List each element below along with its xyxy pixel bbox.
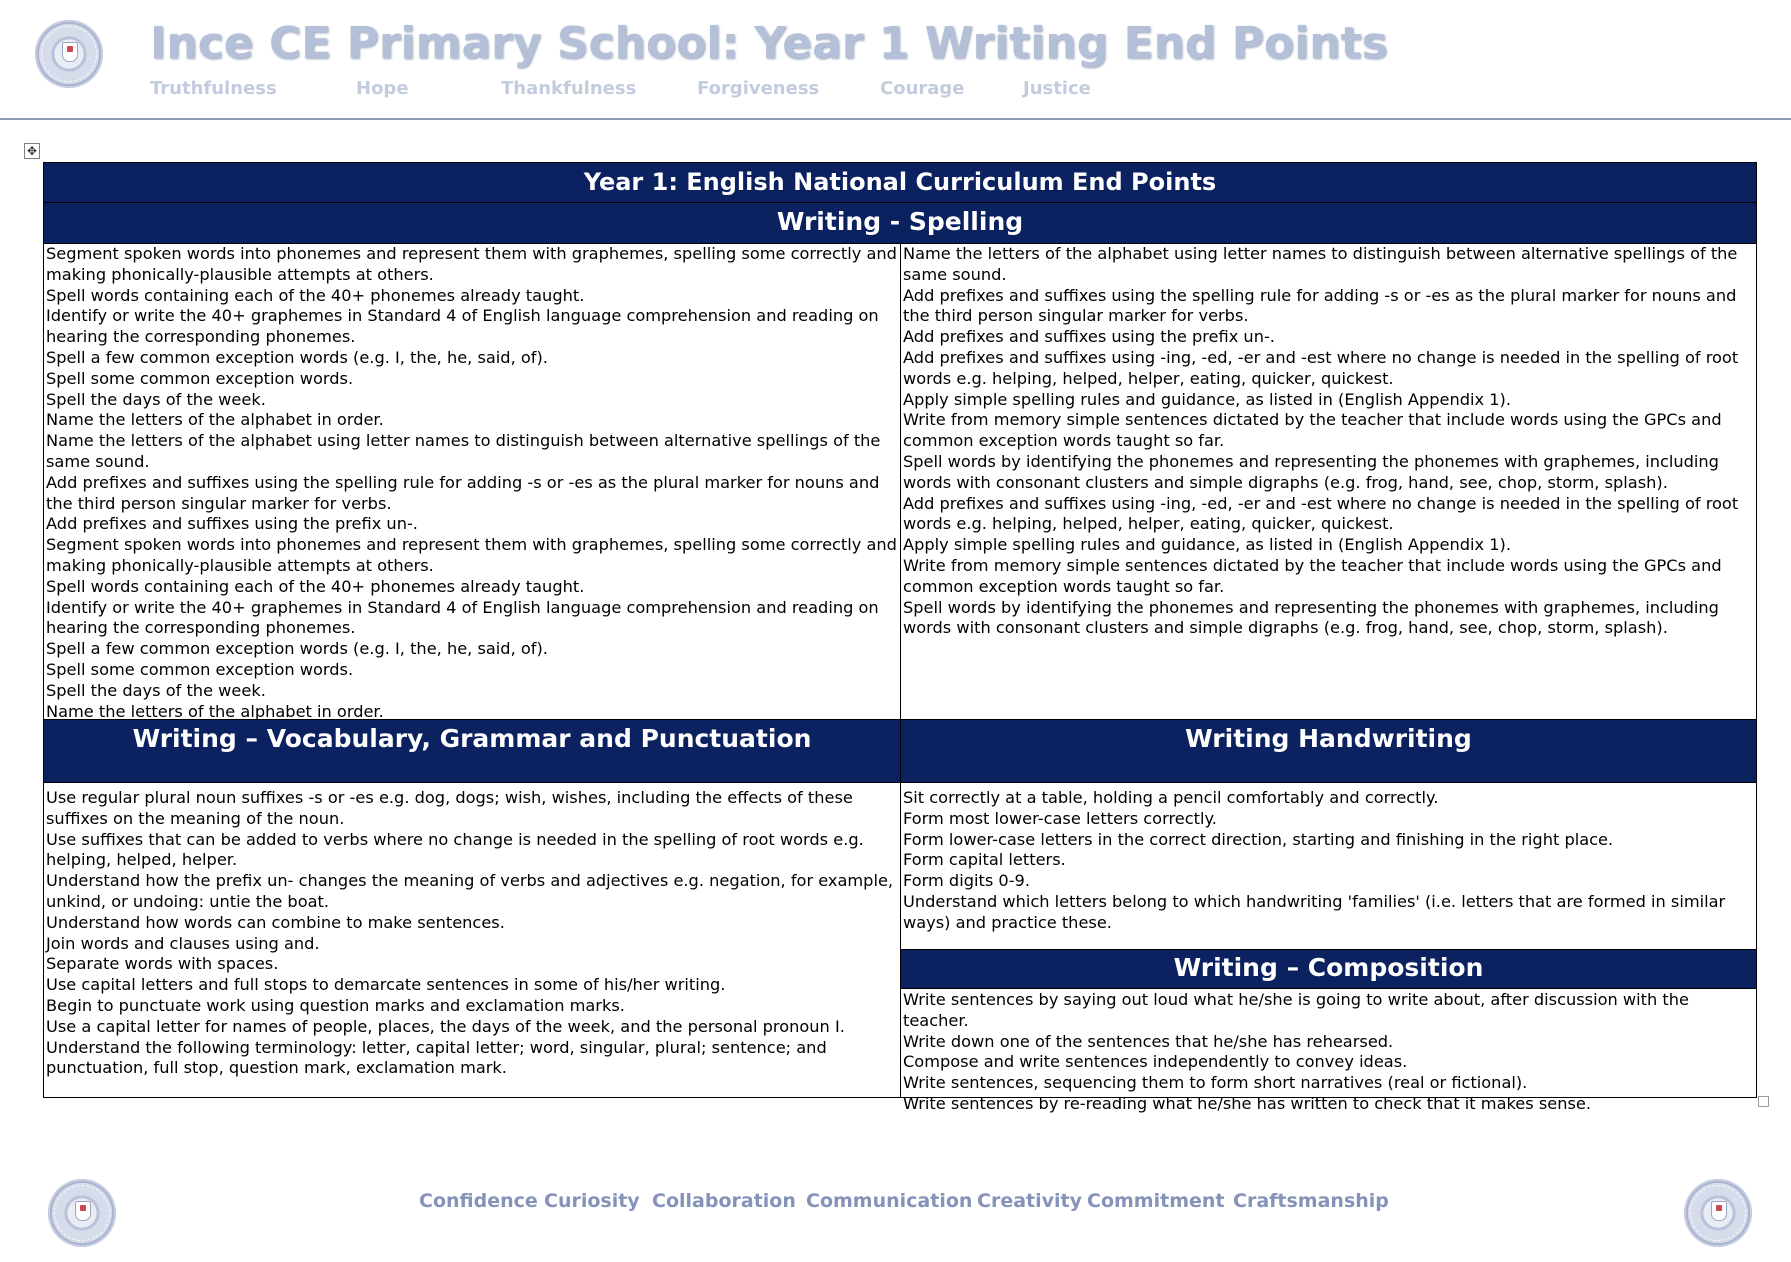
spelling-left-line: Identify or write the 40+ graphemes in Standard 4 of English language comprehension and reading on hearing the corresponding phonemes. (46, 306, 879, 347)
spelling-left-line: Identify or write the 40+ graphemes in Standard 4 of English language comprehension and reading on hearing the corresponding phonemes. (46, 597, 879, 638)
spelling-left-line: Spell a few common exception words (e.g. I, the, he, said, of). (46, 347, 548, 367)
spelling-right-line: Write from memory simple sentences dictated by the teacher that include words using the GPCs and common exception words taught so far. (903, 410, 1722, 451)
spelling-right-line: Add prefixes and suffixes using the spelling rule for adding -s or -es as the plural marker for nouns and the third person singular marker for verbs. (903, 285, 1737, 326)
value-truthfulness: Truthfulness (150, 78, 277, 99)
composition-line: Write down one of the sentences that he/she has rehearsed. (903, 1031, 1394, 1051)
vgp-line: Separate words with spaces. (46, 954, 279, 974)
handwriting-line: Understand which letters belong to which handwriting 'families' (i.e. letters that are formed in similar ways) and practice these. (903, 891, 1726, 932)
spelling-left-line: Add prefixes and suffixes using the spelling rule for adding -s or -es as the plural marker for nouns and the third person singular marker for verbs. (46, 472, 880, 513)
table-resize-handle[interactable] (1758, 1096, 1769, 1107)
vgp-line: Use capital letters and full stops to demarcate sentences in some of his/her writing. (46, 975, 726, 995)
spelling-right-line: Add prefixes and suffixes using -ing, -ed, -er and -est where no change is needed in the spelling of root words e.g. helping, helped, helper, eating, quicker, quickest. (903, 493, 1739, 534)
header-divider (0, 118, 1791, 120)
spelling-right-cell (901, 244, 1756, 719)
value-justice: Justice (1023, 78, 1091, 99)
spelling-left-line: Spell some common exception words. (46, 368, 354, 388)
spelling-left-line: Name the letters of the alphabet in order. (46, 701, 384, 719)
page-title: Ince CE Primary School: Year 1 Writing End Points (150, 18, 1388, 69)
composition-line: Compose and write sentences independently to convey ideas. (903, 1052, 1408, 1072)
composition-line: Write sentences by re-reading what he/she has written to check that it makes sense. (903, 1093, 1592, 1113)
footer-value-commitment: Commitment (1087, 1190, 1225, 1212)
logo-crest-icon (62, 42, 78, 62)
value-hope: Hope (356, 78, 409, 99)
vgp-line: Understand how the prefix un- changes the meaning of verbs and adjectives e.g. negation, for example, unkind, or undoing: untie the boat. (46, 871, 894, 911)
handwriting-composition-column (901, 720, 1756, 1113)
spelling-left-line: Name the letters of the alphabet in order. (46, 410, 384, 430)
table-move-handle-icon[interactable]: ✥ (24, 143, 40, 159)
vgp-line: Join words and clauses using and. (46, 933, 320, 953)
handwriting-line: Form digits 0-9. (903, 871, 1030, 891)
spelling-left-line: Spell a few common exception words (e.g. I, the, he, said, of). (46, 639, 548, 659)
value-courage: Courage (880, 78, 965, 99)
spelling-left-line: Spell words containing each of the 40+ phonemes already taught. (46, 576, 585, 596)
vgp-line: Use regular plural noun suffixes -s or -es e.g. dog, dogs; wish, wishes, including the effects of these suffixes on the meaning of the noun. (46, 788, 853, 828)
handwriting-line: Form capital letters. (903, 850, 1066, 870)
lower-row (44, 720, 1756, 1113)
spelling-right-line: Write from memory simple sentences dictated by the teacher that include words using the GPCs and common exception words taught so far. (903, 555, 1722, 596)
footer-value-creativity: Creativity (977, 1190, 1082, 1212)
vgp-line: Understand the following terminology: letter, capital letter; word, singular, plural; sentence; and punctuation, full stop, question mark, exclamation mark. (46, 1037, 827, 1078)
composition-heading: Writing – Composition (901, 949, 1756, 989)
page-header (0, 0, 1791, 122)
spelling-right-line: Spell words by identifying the phonemes and representing the phonemes with graphemes, including words with consonant clusters and simple digraphs (e.g. frog, hand, see, chop, storm, splash). (903, 597, 1719, 638)
composition-cell (901, 989, 1756, 1115)
footer-value-communication: Communication (806, 1190, 973, 1212)
handwriting-line: Form lower-case letters in the correct direction, starting and finishing in the right place. (903, 829, 1614, 849)
spelling-left-line: Spell words containing each of the 40+ phonemes already taught. (46, 285, 585, 305)
spelling-left-line: Add prefixes and suffixes using the prefix un-. (46, 514, 418, 534)
vgp-line: Understand how words can combine to make sentences. (46, 912, 505, 932)
spelling-right-line: Name the letters of the alphabet using letter names to distinguish between alternative spellings of the same sound. (903, 244, 1738, 284)
spelling-left-line: Name the letters of the alphabet using letter names to distinguish between alternative spellings of the same sound. (46, 431, 881, 471)
school-logo (35, 20, 103, 88)
footer-value-craftsmanship: Craftsmanship (1233, 1190, 1389, 1212)
vgp-column (44, 720, 901, 1097)
vgp-line: Use a capital letter for names of people, places, the days of the week, and the personal pronoun I. (46, 1016, 845, 1036)
vgp-heading: Writing – Vocabulary, Grammar and Punctuation (44, 720, 900, 783)
vgp-line: Use suffixes that can be added to verbs where no change is needed in the spelling of root words e.g. helping, helped, helper. (46, 829, 864, 870)
spelling-right-line: Add prefixes and suffixes using -ing, -ed, -er and -est where no change is needed in the spelling of root words e.g. helping, helped, helper, eating, quicker, quickest. (903, 347, 1739, 388)
end-points-table (43, 162, 1757, 1113)
table-main-heading: Year 1: English National Curriculum End Points (44, 163, 1756, 203)
spelling-heading: Writing - Spelling (44, 203, 1756, 244)
spelling-left-line: Segment spoken words into phonemes and represent them with graphemes, spelling some correctly and making phonically-plausible attempts at others. (46, 244, 897, 284)
handwriting-line: Form most lower-case letters correctly. (903, 808, 1217, 828)
handwriting-line: Sit correctly at a table, holding a pencil comfortably and correctly. (903, 788, 1439, 807)
spelling-left-cell (44, 244, 901, 719)
spelling-left-line: Spell the days of the week. (46, 680, 266, 700)
handwriting-cell (901, 783, 1756, 949)
spelling-right-line: Apply simple spelling rules and guidance, as listed in (English Appendix 1). (903, 535, 1512, 555)
vgp-line: Begin to punctuate work using question marks and exclamation marks. (46, 995, 625, 1015)
value-forgiveness: Forgiveness (697, 78, 820, 99)
footer-value-confidence: Confidence (419, 1190, 538, 1212)
value-thankfulness: Thankfulness (501, 78, 637, 99)
spelling-row (44, 244, 1756, 720)
spelling-left-line: Spell some common exception words. (46, 659, 354, 679)
footer-value-collaboration: Collaboration (652, 1190, 796, 1212)
vgp-cell (44, 783, 900, 1079)
handwriting-heading: Writing Handwriting (901, 720, 1756, 783)
spelling-right-line: Spell words by identifying the phonemes and representing the phonemes with graphemes, including words with consonant clusters and simple digraphs (e.g. frog, hand, see, chop, storm, splash). (903, 451, 1719, 492)
spelling-left-line: Segment spoken words into phonemes and represent them with graphemes, spelling some correctly and making phonically-plausible attempts at others. (46, 535, 897, 575)
spelling-right-line: Add prefixes and suffixes using the prefix un-. (903, 327, 1275, 347)
footer-values (0, 1190, 1791, 1216)
spelling-left-line: Spell the days of the week. (46, 389, 266, 409)
composition-line: Write sentences, sequencing them to form short narratives (real or fictional). (903, 1073, 1528, 1093)
composition-line: Write sentences by saying out loud what he/she is going to write about, after discussion with the teacher. (903, 990, 1689, 1030)
spelling-right-line: Apply simple spelling rules and guidance, as listed in (English Appendix 1). (903, 389, 1512, 409)
footer-value-curiosity: Curiosity (544, 1190, 640, 1212)
